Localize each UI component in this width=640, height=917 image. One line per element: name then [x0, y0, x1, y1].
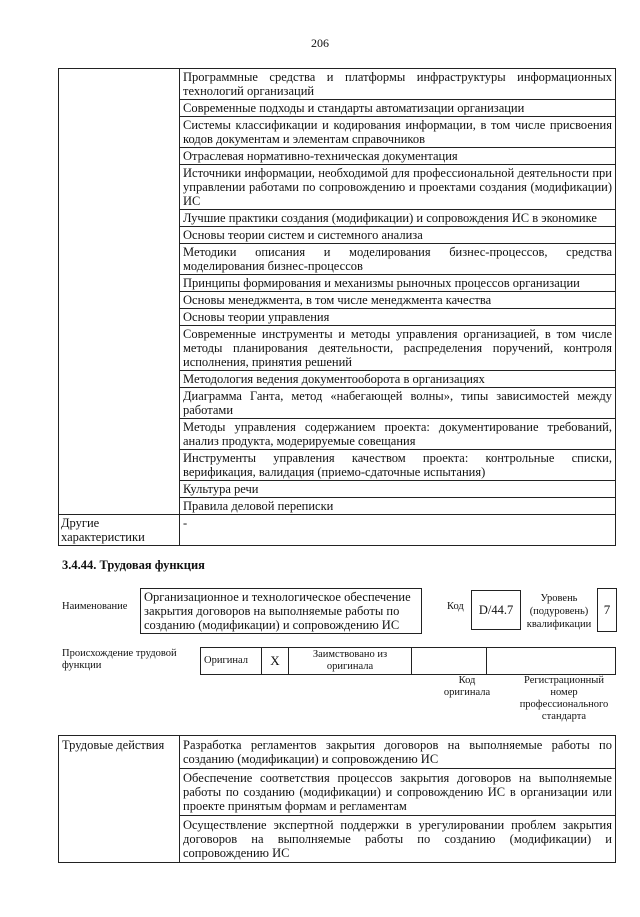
code-label: Код [447, 601, 464, 612]
original-code-caption: Код оригинала [443, 675, 491, 698]
labor-actions-table [58, 735, 616, 863]
knowledge-row: Основы менеджмента, в том числе менеджмента качества [180, 292, 616, 309]
borrowed-label: Заимствовано из оригинала [289, 648, 412, 675]
knowledge-row: Программные средства и платформы инфраструктуры информационных технологий организаций [180, 69, 616, 100]
function-code-value: D/44.7 [471, 590, 521, 630]
knowledge-row: Отраслевая нормативно-техническая документация [180, 148, 616, 165]
knowledge-row: Современные подходы и стандарты автоматизации организации [180, 100, 616, 117]
knowledge-row: Культура речи [180, 481, 616, 498]
labor-action-row: Обеспечение соответствия процессов закрытия договоров на выполняемые работы по созданию (модификации) и сопровождению ИС в организации или проекте принятым формам и регламентам [180, 769, 616, 816]
knowledge-table [58, 68, 616, 546]
other-characteristics-value: - [180, 515, 616, 546]
registration-number-caption: Регистрационный номер профессионального стандарта [519, 675, 609, 722]
qualification-level-label: Уровень (подуровень) квалификации [526, 593, 592, 630]
original-mark: X [262, 648, 289, 675]
name-label: Наименование [62, 601, 128, 612]
page-number: 206 [311, 36, 329, 50]
knowledge-row: Методики описания и моделирования бизнес-процессов, средства моделирования бизнес-процессов [180, 244, 616, 275]
knowledge-row: Основы теории систем и системного анализа [180, 227, 616, 244]
knowledge-row: Диаграмма Ганта, метод «набегающей волны», типы зависимостей между работами [180, 388, 616, 419]
knowledge-row: Источники информации, необходимой для профессиональной деятельности при управлении работами по сопровождению и проектами создания (модификации) ИС [180, 165, 616, 210]
knowledge-row: Принципы формирования и механизмы рыночных процессов организации [180, 275, 616, 292]
labor-action-row: Разработка регламентов закрытия договоров на выполняемые работы по созданию (модификации) и сопровождению ИС [180, 736, 616, 769]
function-name-value: Организационное и технологическое обеспечение закрытия договоров на выполняемые работы по созданию (модификации) и сопровождению ИС [140, 588, 422, 634]
knowledge-row: Правила деловой переписки [180, 498, 616, 515]
knowledge-row: Методы управления содержанием проекта: документирование требований, анализ продукта, модерируемые совещания [180, 419, 616, 450]
knowledge-label-cell [59, 69, 180, 515]
original-code-cell [412, 648, 487, 675]
qualification-level-value: 7 [597, 588, 617, 632]
origin-table [200, 647, 616, 675]
origin-label: Происхождение трудовой функции [62, 648, 177, 671]
knowledge-row: Инструменты управления качеством проекта: контрольные списки, верификация, валидация (приемо-сдаточные испытания) [180, 450, 616, 481]
registration-number-cell [487, 648, 616, 675]
labor-action-row: Осуществление экспертной поддержки в урегулировании проблем закрытия договоров на выполняемые работы по созданию (модификации) и сопровождению ИС [180, 816, 616, 863]
section-heading: 3.4.44. Трудовая функция [62, 558, 205, 572]
original-label: Оригинал [201, 648, 262, 675]
knowledge-row: Лучшие практики создания (модификации) и сопровождения ИС в экономике [180, 210, 616, 227]
labor-actions-label: Трудовые действия [59, 736, 180, 863]
other-characteristics-label: Другие характеристики [59, 515, 180, 546]
knowledge-row: Современные инструменты и методы управления организацией, в том числе методы планирования деятельности, распределения поручений, контроля исполнения, принятия решений [180, 326, 616, 371]
knowledge-row: Методология ведения документооборота в организациях [180, 371, 616, 388]
knowledge-row: Системы классификации и кодирования информации, в том числе присвоения кодов документам и элементам справочников [180, 117, 616, 148]
knowledge-row: Основы теории управления [180, 309, 616, 326]
